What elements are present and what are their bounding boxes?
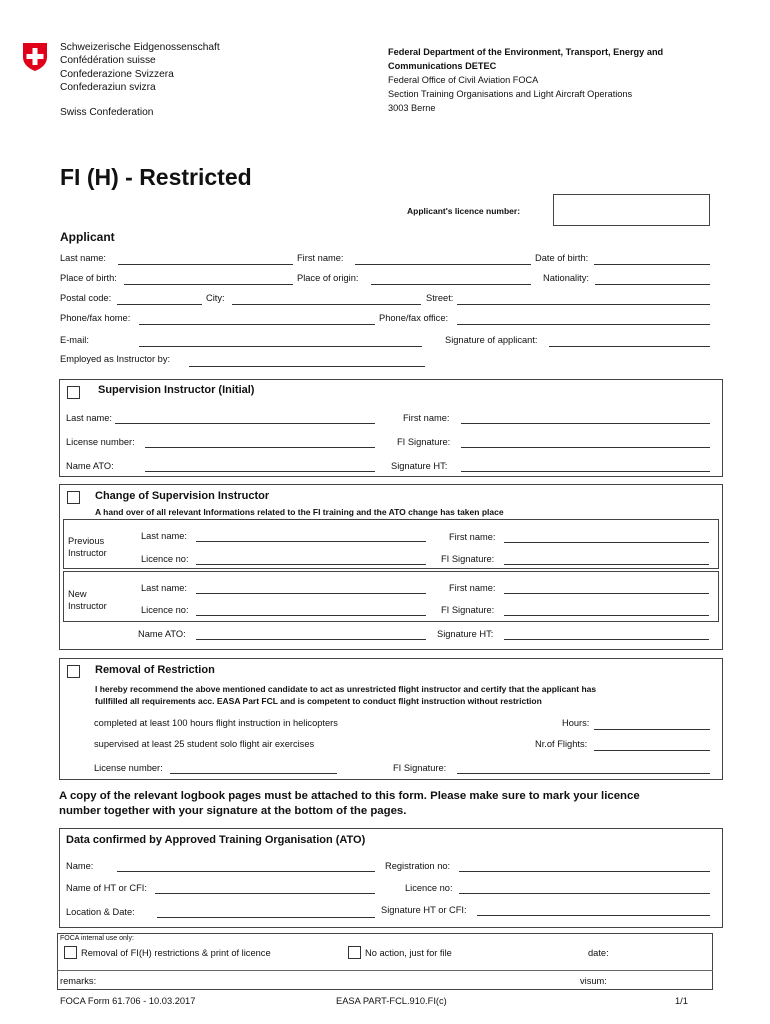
sup-signature-ht-label: Signature HT: xyxy=(391,461,448,471)
confed-line: Schweizerische Eidgenossenschaft xyxy=(60,42,220,53)
last-name-field[interactable] xyxy=(118,264,293,265)
sup-name-ato-label: Name ATO: xyxy=(66,461,114,471)
supervision-checkbox[interactable] xyxy=(67,386,80,399)
removal-heading: Removal of Restriction xyxy=(95,664,215,676)
removal-fi-signature-label: FI Signature: xyxy=(393,763,447,773)
licence-number-field[interactable] xyxy=(553,194,710,226)
confederation-names xyxy=(60,41,220,95)
footer-reference: EASA PART-FCL.910.FI(c) xyxy=(336,996,447,1006)
employed-field[interactable] xyxy=(189,366,425,367)
previous-label-line: Previous xyxy=(68,536,105,546)
place-of-origin-field[interactable] xyxy=(371,284,531,285)
removal-fi-signature-field[interactable] xyxy=(457,773,710,774)
change-checkbox[interactable] xyxy=(67,491,80,504)
prev-licence-no-field[interactable] xyxy=(196,564,426,565)
new-licence-no-field[interactable] xyxy=(196,615,426,616)
footer-page-number: 1/1 xyxy=(675,996,688,1006)
sup-first-name-label: First name: xyxy=(403,413,450,423)
footer-form-number: FOCA Form 61.706 - 10.03.2017 xyxy=(60,996,196,1006)
city-field[interactable] xyxy=(232,304,421,305)
removal-checkbox[interactable] xyxy=(67,665,80,678)
foca-date-label: date: xyxy=(588,948,609,958)
ato-location-date-label: Location & Date: xyxy=(66,907,135,917)
confed-line: Confederaziun svizra xyxy=(60,82,156,94)
city-label: City: xyxy=(206,293,225,303)
supervision-heading: Supervision Instructor (Initial) xyxy=(98,384,255,396)
date-of-birth-field[interactable] xyxy=(594,264,710,265)
prev-fi-signature-label: FI Signature: xyxy=(441,554,495,564)
sup-first-name-field[interactable] xyxy=(461,423,710,424)
ato-location-date-field[interactable] xyxy=(157,917,375,918)
prev-first-name-field[interactable] xyxy=(504,542,709,543)
swiss-confederation: Swiss Confederation xyxy=(60,107,154,118)
sup-last-name-label: Last name: xyxy=(66,413,112,423)
sup-license-number-field[interactable] xyxy=(145,447,375,448)
new-licence-no-label: Licence no: xyxy=(141,605,189,615)
foca-no-action-checkbox[interactable] xyxy=(348,946,361,959)
change-heading: Change of Supervision Instructor xyxy=(95,490,270,502)
sup-fi-signature-label: FI Signature: xyxy=(397,437,451,447)
confed-line: Confederazione Svizzera xyxy=(60,68,174,80)
postal-code-field[interactable] xyxy=(117,304,202,305)
flights-label: Nr.of Flights: xyxy=(535,739,588,749)
foca-visum-label: visum: xyxy=(580,976,607,986)
applicant-signature-field[interactable] xyxy=(549,346,710,347)
postal-code-label: Postal code: xyxy=(60,293,112,303)
date-of-birth-label: Date of birth: xyxy=(535,253,589,263)
sup-name-ato-field[interactable] xyxy=(145,471,375,472)
prev-last-name-field[interactable] xyxy=(196,541,426,542)
ato-licence-no-label: Licence no: xyxy=(405,883,453,893)
new-label-line: New xyxy=(68,589,87,599)
new-first-name-field[interactable] xyxy=(504,593,709,594)
sup-fi-signature-field[interactable] xyxy=(461,447,710,448)
place-of-origin-label: Place of origin: xyxy=(297,273,359,283)
section-line: Section Training Organisations and Light Aircraft Operations xyxy=(388,89,633,99)
ato-signature-ht-label: Signature HT or CFI: xyxy=(381,905,467,915)
foca-remarks-label: remarks: xyxy=(60,976,97,986)
phone-home-field[interactable] xyxy=(139,324,375,325)
removal-license-number-field[interactable] xyxy=(170,773,337,774)
phone-office-field[interactable] xyxy=(457,324,710,325)
change-name-ato-field[interactable] xyxy=(196,639,426,640)
removal-license-number-label: License number: xyxy=(94,763,163,773)
sup-license-number-label: License number: xyxy=(66,437,135,447)
previous-instructor-label xyxy=(68,535,107,559)
removal-text-line: fullfilled all requirements acc. EASA Part FCL and is competent to conduct flight instruction without restriction xyxy=(95,696,542,706)
prev-fi-signature-field[interactable] xyxy=(504,564,709,565)
ato-registration-field[interactable] xyxy=(459,871,710,872)
ato-name-label: Name: xyxy=(66,861,94,871)
ato-licence-no-field[interactable] xyxy=(459,893,710,894)
city-line: 3003 Berne xyxy=(388,103,436,113)
email-label: E-mail: xyxy=(60,335,89,345)
ato-name-field[interactable] xyxy=(117,871,375,872)
nationality-label: Nationality: xyxy=(543,273,589,283)
prev-last-name-label: Last name: xyxy=(141,531,187,541)
sup-last-name-field[interactable] xyxy=(115,423,375,424)
new-fi-signature-field[interactable] xyxy=(504,615,709,616)
street-field[interactable] xyxy=(457,304,710,305)
foca-removal-checkbox[interactable] xyxy=(64,946,77,959)
first-name-field[interactable] xyxy=(355,264,531,265)
ato-name-ht-field[interactable] xyxy=(155,893,375,894)
foca-no-action-label: No action, just for file xyxy=(365,948,452,958)
change-signature-ht-field[interactable] xyxy=(504,639,709,640)
removal-text-line: I hereby recommend the above mentioned candidate to act as unrestricted flight instructor and certify that the applicant has xyxy=(95,684,597,694)
ato-heading: Data confirmed by Approved Training Organisation (ATO) xyxy=(66,834,366,846)
ato-signature-ht-field[interactable] xyxy=(477,915,710,916)
confed-line: Confédération suisse xyxy=(60,55,156,67)
email-field[interactable] xyxy=(139,346,422,347)
applicant-signature-label: Signature of applicant: xyxy=(445,335,538,345)
ato-name-ht-label: Name of HT or CFI: xyxy=(66,883,147,893)
licence-number-label: Applicant's licence number: xyxy=(407,206,521,216)
logbook-notice: A copy of the relevant logbook pages must be attached to this form. Please make sure to mark your licence xyxy=(59,790,640,802)
department-address xyxy=(388,45,663,115)
foca-internal-label: FOCA internal use only: xyxy=(60,935,134,942)
sup-signature-ht-field[interactable] xyxy=(461,471,710,472)
last-name-label: Last name: xyxy=(60,253,106,263)
department-line: Communications DETEC xyxy=(388,61,497,71)
change-note: A hand over of all relevant Informations related to the FI training and the ATO change has taken place xyxy=(95,507,504,517)
change-name-ato-label: Name ATO: xyxy=(138,629,186,639)
office-line: Federal Office of Civil Aviation FOCA xyxy=(388,75,539,85)
street-label: Street: xyxy=(426,293,454,303)
prev-licence-no-label: Licence no: xyxy=(141,554,189,564)
new-first-name-label: First name: xyxy=(449,583,496,593)
department-line: Federal Department of the Environment, Transport, Energy and xyxy=(388,47,664,57)
foca-removal-label: Removal of FI(H) restrictions & print of licence xyxy=(81,948,271,958)
page-title: FI (H) - Restricted xyxy=(60,164,252,190)
hours-label: Hours: xyxy=(562,718,590,728)
first-name-label: First name: xyxy=(297,253,344,263)
phone-home-label: Phone/fax home: xyxy=(60,313,131,323)
new-label-line: Instructor xyxy=(68,601,107,611)
new-last-name-field[interactable] xyxy=(196,593,426,594)
prev-first-name-label: First name: xyxy=(449,532,496,542)
applicant-heading: Applicant xyxy=(60,230,115,244)
nationality-field[interactable] xyxy=(595,284,710,285)
ato-registration-label: Registration no: xyxy=(385,861,451,871)
flights-text: supervised at least 25 student solo flight air exercises xyxy=(94,739,315,749)
foca-internal-section xyxy=(57,933,713,990)
hours-field[interactable] xyxy=(594,729,710,730)
phone-office-label: Phone/fax office: xyxy=(379,313,449,323)
swiss-coat-of-arms-icon xyxy=(22,42,48,72)
change-signature-ht-label: Signature HT: xyxy=(437,629,494,639)
new-fi-signature-label: FI Signature: xyxy=(441,605,495,615)
previous-label-line: Instructor xyxy=(68,548,107,558)
place-of-birth-field[interactable] xyxy=(124,284,293,285)
new-last-name-label: Last name: xyxy=(141,583,187,593)
foca-date-divider xyxy=(57,970,713,971)
employed-label: Employed as Instructor by: xyxy=(60,354,171,364)
hours-text: completed at least 100 hours flight instruction in helicopters xyxy=(94,718,338,728)
new-instructor-label xyxy=(68,588,107,612)
logbook-notice: number together with your signature at the bottom of the pages. xyxy=(59,805,407,817)
place-of-birth-label: Place of birth: xyxy=(60,273,117,283)
flights-field[interactable] xyxy=(594,750,710,751)
